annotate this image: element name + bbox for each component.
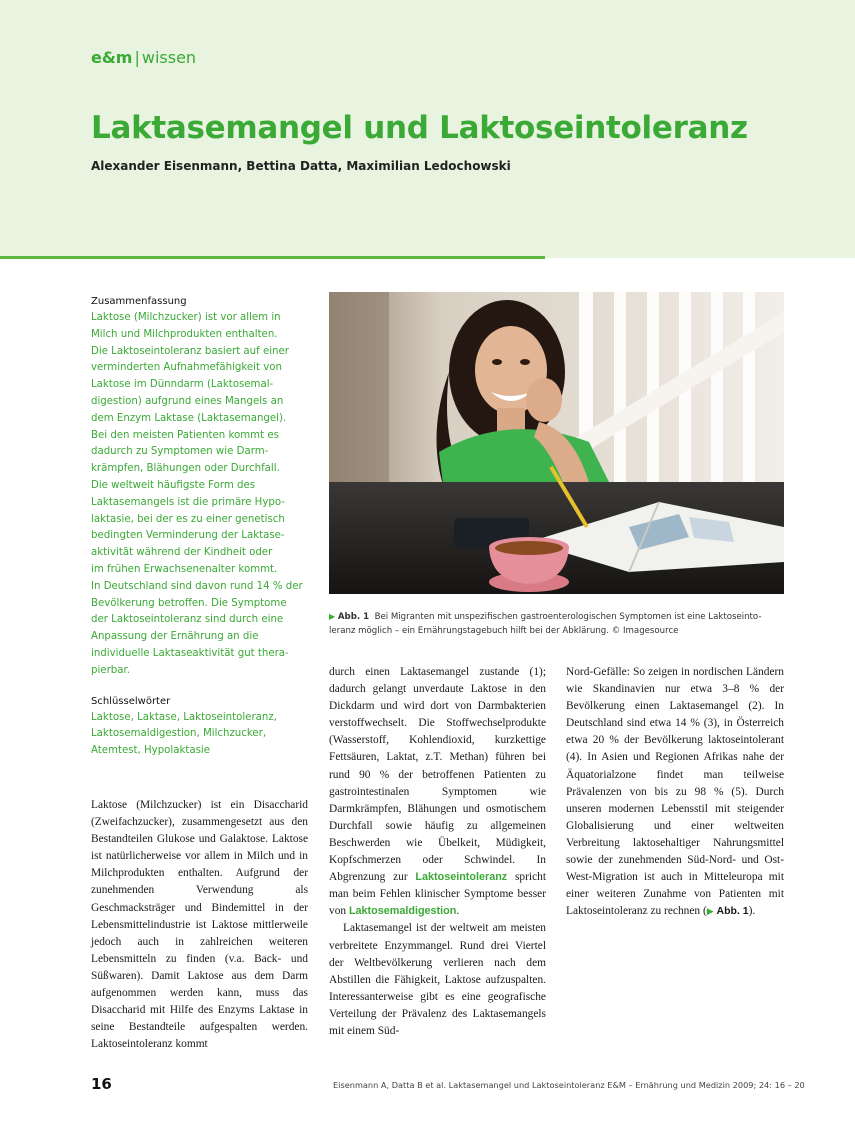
journal-brand [91, 48, 196, 67]
term-laktosemaldigestion: Laktosemaldigestion [348, 905, 457, 918]
abstract-line: Bei den meisten Patienten kommt es [91, 429, 279, 441]
brand-separator: | [134, 48, 140, 67]
abstract-line: Laktose (Milchzucker) ist vor allem in [91, 312, 281, 323]
keywords-text [91, 710, 307, 760]
abstract-line: Milch und Milchprodukten enthalten. [91, 328, 278, 340]
body-col2-text: spricht man beim Fehlen klinischer Symptome besser von [329, 871, 546, 918]
abstract-line: In Deutschland sind davon rund 14 % der [91, 580, 303, 592]
abstract-line: Anpassung der Ernährung an die [91, 631, 259, 643]
abstract-heading: Zusammenfassung [91, 296, 187, 307]
figure-label: Abb. 1 [337, 612, 370, 622]
woman-studying-illustration [329, 292, 784, 594]
figure-caption-text: Bei Migranten mit unspezifischen gastroenterologischen Symptomen ist eine Laktoseinto-leranz möglich – ein Ernährungstagebuch hilft bei der Abklärung. © Imagesource [329, 612, 762, 636]
figure-reference: Abb. 1 [716, 905, 749, 918]
caption-triangle-icon: ▶ [329, 612, 336, 621]
figure-ref-triangle-icon: ▶ [706, 906, 714, 917]
body-column-3 [566, 664, 784, 920]
term-laktoseintoleranz: Laktoseintoleranz [415, 871, 508, 884]
abstract-line: verminderten Aufnahmefähigkeit von [91, 362, 282, 374]
body-column-2 [329, 664, 546, 1040]
abstract-line: im frühen Erwachsenenalter kommt. [91, 563, 278, 575]
header-rule [0, 256, 545, 259]
brand-section: wissen [141, 48, 197, 67]
abstract-line: individuelle Laktaseaktivität gut thera- [91, 647, 289, 659]
abstract-line: krämpfen, Blähungen oder Durchfall. [91, 463, 280, 475]
abstract-column [91, 296, 307, 760]
abstract-text [91, 310, 307, 680]
abstract-line: laktasie, bei der es zu einer genetisch [91, 513, 285, 525]
abstract-line: Laktose im Dünndarm (Laktosemal- [91, 379, 274, 391]
keywords-line: Laktosemaldigestion, Milchzucker, [91, 728, 267, 740]
abstract-line: bedingten Verminderung der Laktase- [91, 530, 285, 542]
brand-logo: e&m [91, 48, 133, 67]
page-number: 16 [91, 1075, 112, 1093]
keywords-line: Laktose, Laktase, Laktoseintoleranz, [91, 711, 277, 723]
keywords-line: Atemtest, Hypolaktasie [91, 745, 211, 757]
figure-caption [329, 610, 784, 638]
abstract-line: dem Enzym Laktase (Laktasemangel). [91, 412, 287, 424]
abstract-line: Die weltweit häufigste Form des [91, 479, 256, 491]
body-col2-text: . [456, 905, 460, 918]
body-col3-text: ). [748, 905, 756, 918]
abstract-line: Die Laktoseintoleranz basiert auf einer [91, 345, 289, 357]
keywords-heading: Schlüsselwörter [91, 695, 171, 707]
abstract-line: pierbar. [91, 664, 130, 676]
abstract-line: dadurch zu Symptomen wie Darm- [91, 446, 269, 458]
figure-photo [329, 292, 784, 594]
abstract-line: aktivität während der Kindheit oder [91, 547, 273, 559]
body-col3-text: Nord-Gefälle: So zeigen in nordischen Ländern wie Skandinavien nur etwa 3–8 % der Bevölkerung einen Laktasemangel (2). In Deutschland sind etwa 14 % (3), in Österreich etwa 20 % der Bevölkerung laktoseintolerant (4). In Asien und Regionen Afrikas nahe der Äquatorialzone findet man teilweise Prävalenzen von bis zu 98 % (5). Durch unseren modernen Lebensstil mit steigender Globalisierung und einer weltweiten Verbreitung laktosehaltiger Nahrungsmittel sowie der zunehmenden Süd-Nord- und Ost-West-Migration ist auch in Mitteleuropa mit einer weiteren Zunahme von Patienten mit Laktoseintoleranz zu rechnen ( [566, 666, 784, 918]
body-col2-text: durch einen Laktasemangel zustande (1); dadurch gelangt unverdaute Laktose in den Dickdarm und wird dort von Darmbakterien verstoffwechselt. Die Stoffwechselprodukte (Wasserstoff, Kohlendioxid, kurzkettige Fettsäuren, Laktat, z.T. Methan) führen bei rund 90 % der betroffenen Patienten zu gastrointestinalen Symptomen wie Darmkrämpfen, Blähungen und osmotischem Durchfall sowie häufig zu allgemeinen Beschwerden wie Übelkeit, Müdigkeit, Kopfschmerzen oder Schwindel. In Abgrenzung zur [329, 666, 546, 884]
abstract-line: der Laktoseintoleranz sind durch eine [91, 614, 284, 626]
abstract-line: digestion) aufgrund eines Mangels an [91, 395, 284, 407]
abstract-line: Bevölkerung betroffen. Die Symptome [91, 597, 287, 609]
body-column-1: Laktose (Milchzucker) ist ein Disaccharid (Zweifachzucker), zusammengesetzt aus den Bestandteilen Glukose und Galaktose. Laktose ist natürlicherweise vor allem in Milch und in Milchprodukten enthalten. Aufgrund der zunehmenden Verwendung als Geschmacksträger und Bindemittel in der Lebensmittelindustrie ist Laktose mittlerweile jedoch auch in zahlreichen weiteren Lebensmitteln zu finden (v.a. Back- und Süßwaren). Damit Laktose aus dem Darm aufgenommen werden kann, muss das Disaccharid mit Hilfe des Enzyms Laktase in seine Bestandteile aufgespalten werden. Laktoseintoleranz kommt [91, 799, 308, 1051]
article-authors: Alexander Eisenmann, Bettina Datta, Maximilian Ledochowski [91, 159, 511, 173]
body-col2-paragraph-2: Laktasemangel ist der weltweit am meisten verbreitete Enzymmangel. Rund drei Viertel der Weltbevölkerung verlieren nach dem Abstillen die Fähigkeit, Laktose aufzuspalten. Interessanterweise gibt es eine geografische Verteilung der Prävalenz des Laktasemangels mit einem Süd- [329, 922, 546, 1037]
abstract-line: Laktasemangels ist die primäre Hypo- [91, 496, 285, 508]
footer-citation: Eisenmann A, Datta B et al. Laktasemangel und Laktoseintoleranz E&M – Ernährung und Medizin 2009; 24: 16 – 20 [333, 1080, 805, 1090]
article-title: Laktasemangel und Laktoseintoleranz [91, 110, 748, 146]
